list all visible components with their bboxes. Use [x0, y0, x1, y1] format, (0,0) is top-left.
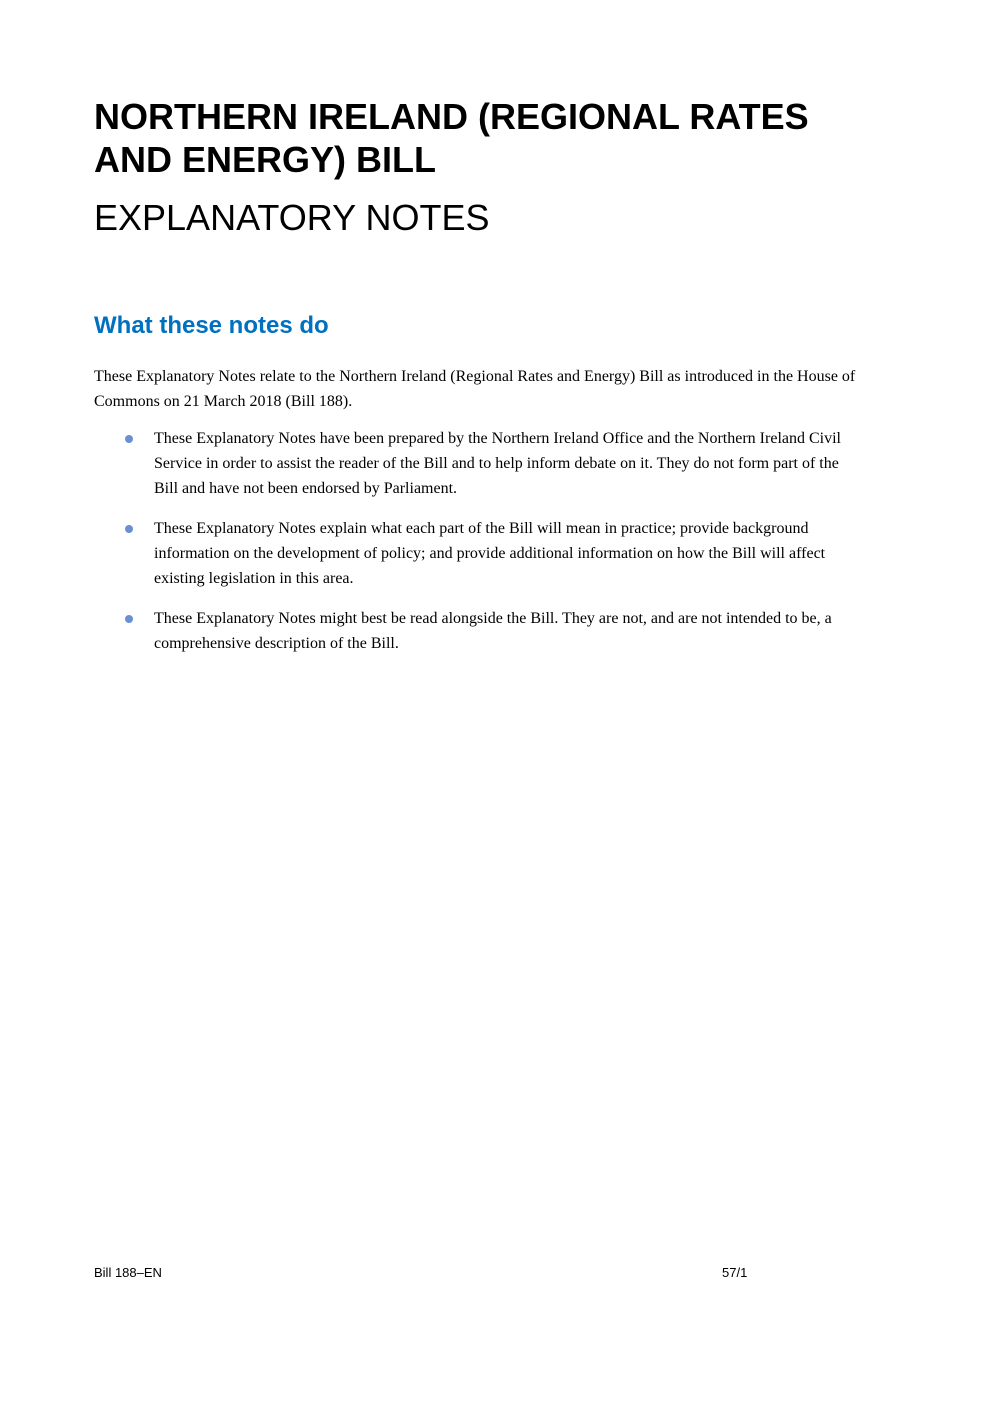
bullet-dot-icon: [125, 525, 133, 533]
bullet-text: These Explanatory Notes might best be read alongside the Bill. They are not, and are not intended to be, a comprehensive description of the Bill.: [154, 610, 832, 652]
bullet-text: These Explanatory Notes have been prepared by the Northern Ireland Office and the Northern Ireland Civil Service in order to assist the reader of the Bill and to help inform debate on it. They do not form part of the Bill and have not been endorsed by Parliament.: [154, 430, 841, 497]
bullet-dot-icon: [125, 435, 133, 443]
bullet-list: [94, 426, 864, 671]
intro-paragraph: These Explanatory Notes relate to the Northern Ireland (Regional Rates and Energy) Bill as introduced in the House of Commons on 21 March 2018 (Bill 188).: [94, 368, 856, 410]
bullet-dot-icon: [125, 615, 133, 623]
document-title: NORTHERN IRELAND (REGIONAL RATES AND ENERGY) BILL: [94, 96, 809, 180]
bullet-text: These Explanatory Notes explain what each part of the Bill will mean in practice; provide background information on the development of policy; and provide additional information on how the Bill will affect existing legislation in this area.: [154, 520, 826, 587]
section-heading: What these notes do: [94, 312, 329, 339]
bullet-item: [94, 426, 864, 501]
bullet-item: [94, 516, 864, 591]
document-subtitle: EXPLANATORY NOTES: [94, 197, 490, 238]
bullet-item: [94, 606, 864, 656]
footer-page-reference: 57/1: [722, 1265, 748, 1280]
footer-bill-number: Bill 188–EN: [94, 1265, 162, 1280]
